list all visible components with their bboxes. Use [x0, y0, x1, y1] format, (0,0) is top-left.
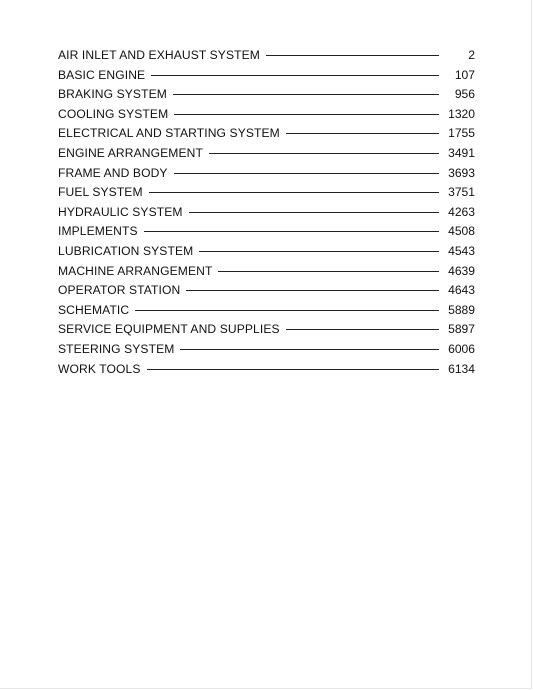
toc-leader-line — [286, 133, 439, 134]
toc-entry[interactable] — [58, 222, 475, 242]
toc-entry-title: ELECTRICAL AND STARTING SYSTEM — [58, 126, 280, 141]
toc-entry[interactable] — [58, 66, 475, 86]
toc-leader-line — [286, 329, 439, 330]
toc-leader-line — [174, 114, 439, 115]
toc-leader-line — [151, 75, 439, 76]
toc-leader-line — [189, 212, 439, 213]
toc-entry-page-number: 3751 — [448, 185, 475, 200]
toc-entry-title: OPERATOR STATION — [58, 283, 181, 298]
toc-leader-line — [147, 369, 439, 370]
toc-entry[interactable] — [58, 85, 475, 105]
toc-leader-line — [209, 153, 439, 154]
table-of-contents — [58, 46, 475, 379]
toc-entry[interactable] — [58, 203, 475, 223]
toc-entry-page-number: 2 — [468, 48, 475, 62]
toc-leader-line — [135, 310, 439, 311]
toc-entry-title: AIR INLET AND EXHAUST SYSTEM — [58, 48, 260, 62]
toc-entry-page-number: 4263 — [448, 204, 475, 219]
toc-leader-line — [144, 231, 439, 232]
toc-entry-page-number: 6134 — [448, 361, 475, 376]
toc-entry-title: FUEL SYSTEM — [58, 185, 143, 200]
toc-entry-title: STEERING SYSTEM — [58, 341, 175, 356]
toc-entry-page-number: 956 — [454, 87, 475, 102]
toc-entry-page-number: 4508 — [448, 224, 475, 239]
toc-leader-line — [199, 251, 439, 252]
toc-entry-title: WORK TOOLS — [58, 361, 141, 376]
toc-entry-page-number: 3491 — [448, 145, 475, 160]
toc-entry[interactable] — [58, 320, 475, 340]
toc-entry-title: HYDRAULIC SYSTEM — [58, 204, 183, 219]
toc-entry-page-number: 107 — [454, 67, 475, 82]
toc-entry[interactable] — [58, 105, 475, 125]
toc-entry-title: BASIC ENGINE — [58, 67, 146, 82]
toc-entry-page-number: 3693 — [448, 165, 475, 180]
toc-entry[interactable] — [58, 262, 475, 282]
toc-entry[interactable] — [58, 164, 475, 184]
toc-leader-line — [173, 94, 439, 95]
toc-entry-page-number: 4639 — [448, 263, 475, 278]
toc-entry[interactable] — [58, 144, 475, 164]
toc-leader-line — [174, 173, 439, 174]
toc-entry-title: SERVICE EQUIPMENT AND SUPPLIES — [58, 322, 280, 337]
toc-entry[interactable] — [58, 46, 475, 66]
toc-entry-title: IMPLEMENTS — [58, 224, 138, 239]
toc-entry-page-number: 5897 — [448, 322, 475, 337]
toc-entry-page-number: 4643 — [448, 283, 475, 298]
toc-entry-title: LUBRICATION SYSTEM — [58, 243, 194, 258]
toc-entry-title: MACHINE ARRANGEMENT — [58, 263, 213, 278]
toc-entry[interactable] — [58, 281, 475, 301]
toc-entry-page-number: 5889 — [448, 302, 475, 317]
toc-entry-title: ENGINE ARRANGEMENT — [58, 145, 203, 160]
toc-leader-line — [218, 271, 439, 272]
toc-entry[interactable] — [58, 360, 475, 380]
toc-leader-line — [180, 349, 439, 350]
toc-leader-line — [149, 192, 439, 193]
toc-entry[interactable] — [58, 301, 475, 321]
toc-entry-page-number: 1755 — [448, 126, 475, 141]
toc-entry-page-number: 1320 — [448, 106, 475, 121]
toc-entry-title: BRAKING SYSTEM — [58, 87, 167, 102]
toc-entry[interactable] — [58, 124, 475, 144]
toc-leader-line — [266, 55, 439, 56]
toc-entry[interactable] — [58, 183, 475, 203]
toc-entry-title: FRAME AND BODY — [58, 165, 168, 180]
toc-entry-title: SCHEMATIC — [58, 302, 130, 317]
toc-entry[interactable] — [58, 340, 475, 360]
toc-entry-page-number: 6006 — [448, 341, 475, 356]
toc-entry[interactable] — [58, 242, 475, 262]
toc-entry-page-number: 4543 — [448, 243, 475, 258]
toc-entry-title: COOLING SYSTEM — [58, 106, 169, 121]
toc-leader-line — [186, 290, 439, 291]
